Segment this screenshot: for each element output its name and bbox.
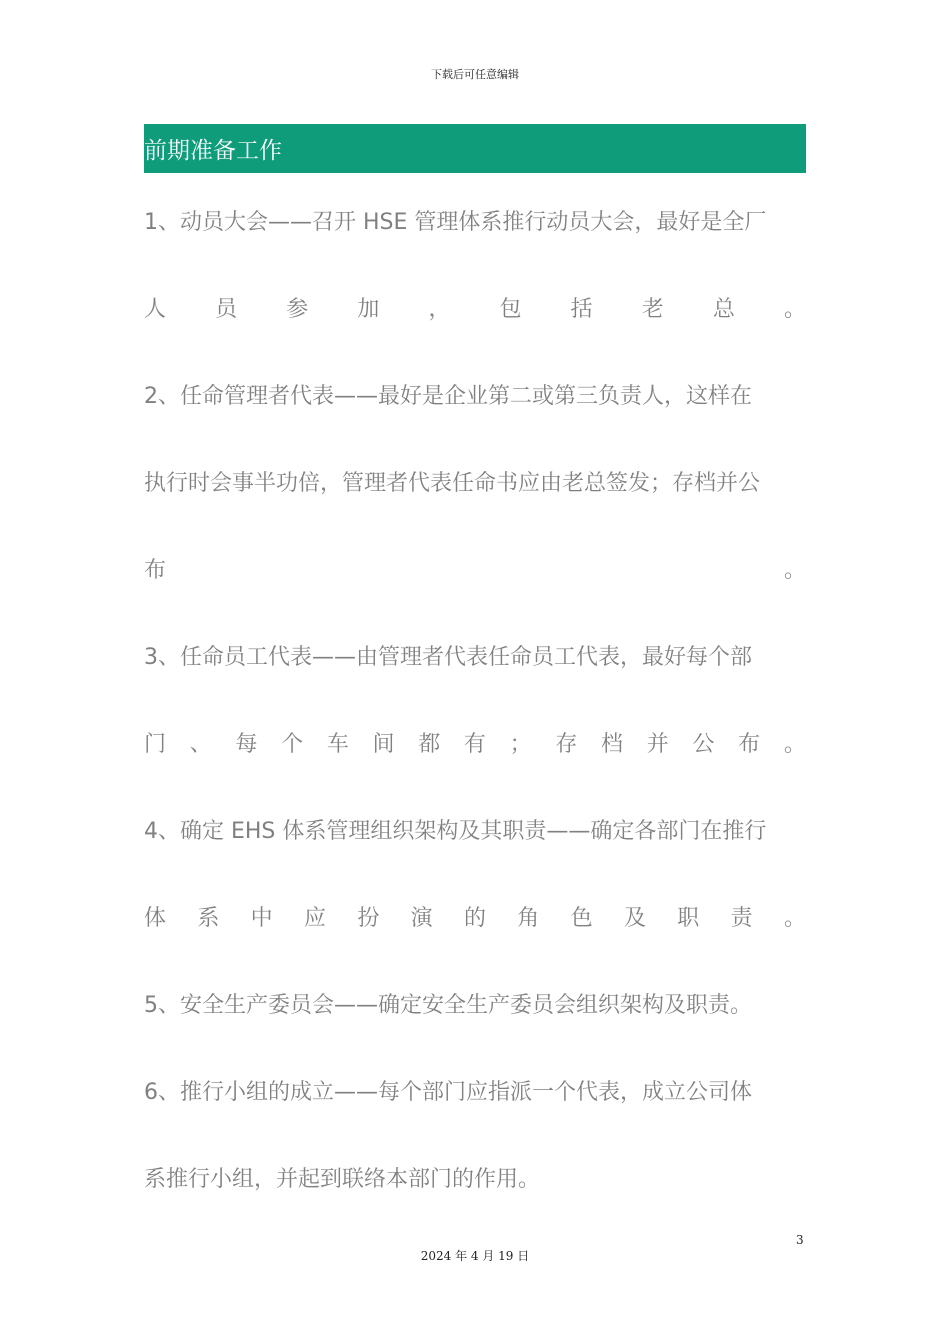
body-text [144, 0, 806, 1344]
justified-char: 角 [517, 906, 540, 931]
paragraph-4-line-2 [144, 904, 806, 934]
justified-char: 及 [623, 906, 646, 931]
justified-char: 总 [712, 297, 735, 322]
justified-char: 员 [215, 297, 238, 322]
paragraph-4-line-1: 4、确定 EHS 体系管理组织架构及其职责——确定各部门在推行 [144, 819, 767, 844]
justified-char: 、 [189, 732, 212, 757]
justified-char: 档 [601, 732, 624, 757]
justified-char: 括 [570, 297, 593, 322]
header-note: 下载后可任意编辑 [431, 68, 519, 81]
paragraph-1-line-1: 1、动员大会——召开 HSE 管理体系推行动员大会，最好是全厂 [144, 210, 767, 235]
justified-char: 责 [730, 906, 753, 931]
justified-char: 加 [357, 297, 380, 322]
justified-char: 都 [418, 732, 441, 757]
justified-char: 体 [144, 906, 167, 931]
justified-char: 。 [783, 297, 806, 322]
paragraph-2-line-1: 2、任命管理者代表——最好是企业第二或第三负责人，这样在 [144, 384, 752, 409]
footer-date: 2024 年 4 月 19 日 [420, 1249, 530, 1263]
justified-char: 演 [410, 906, 433, 931]
justified-char: ， [428, 297, 451, 322]
justified-char: 。 [783, 906, 806, 931]
justified-char: 的 [463, 906, 486, 931]
section-title: 前期准备工作 [144, 138, 282, 164]
justified-char: 布 [144, 558, 167, 583]
justified-char: 间 [372, 732, 395, 757]
justified-char: 人 [144, 297, 167, 322]
paragraph-3-line-1: 3、任命员工代表——由管理者代表任命员工代表，最好每个部 [144, 645, 752, 670]
justified-char: 门 [144, 732, 167, 757]
justified-char: 个 [281, 732, 304, 757]
justified-char: 应 [303, 906, 326, 931]
justified-char: 布 [738, 732, 761, 757]
justified-char: 老 [641, 297, 664, 322]
page-number: 3 [796, 1233, 804, 1247]
justified-char: 每 [235, 732, 258, 757]
justified-char: 系 [197, 906, 220, 931]
justified-char: 色 [570, 906, 593, 931]
paragraph-2-line-3 [144, 556, 806, 586]
justified-char: 。 [783, 732, 806, 757]
justified-char: 中 [250, 906, 273, 931]
justified-char: 并 [646, 732, 669, 757]
justified-char: 扮 [357, 906, 380, 931]
paragraph-3-line-2 [144, 730, 806, 760]
justified-char: 包 [499, 297, 522, 322]
paragraph-2-line-2: 执行时会事半功倍，管理者代表任命书应由老总签发；存档并公 [144, 471, 761, 496]
justified-char: 职 [677, 906, 700, 931]
paragraph-1-line-2 [144, 295, 806, 325]
justified-char: 。 [783, 558, 806, 583]
justified-char: ； [509, 732, 532, 757]
justified-char: 存 [555, 732, 578, 757]
justified-char: 参 [286, 297, 309, 322]
paragraph-5-line-1: 5、安全生产委员会——确定安全生产委员会组织架构及职责。 [144, 993, 752, 1018]
paragraph-6-line-1: 6、推行小组的成立——每个部门应指派一个代表，成立公司体 [144, 1080, 752, 1105]
justified-char: 有 [463, 732, 486, 757]
paragraph-6-line-2: 系推行小组，并起到联络本部门的作用。 [144, 1167, 541, 1192]
justified-char: 车 [326, 732, 349, 757]
justified-char: 公 [692, 732, 715, 757]
